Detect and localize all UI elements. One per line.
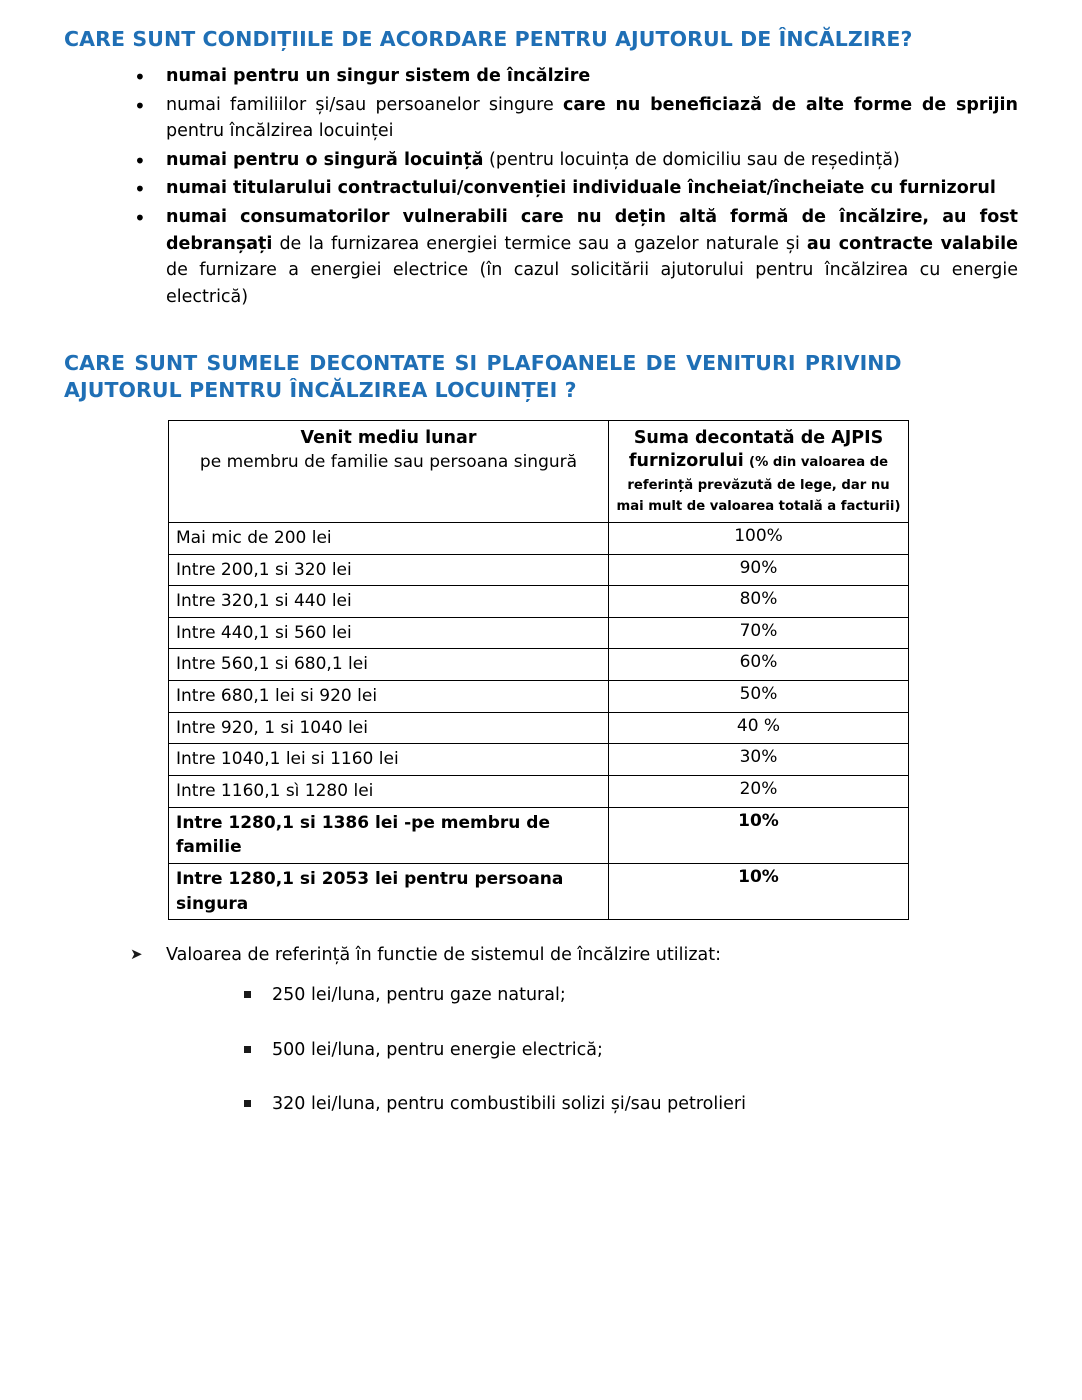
- table-row: [169, 554, 909, 586]
- condition-text-run: numai consumatorilor vulnerabili care nu dețin altă formă de încălzire, au fost debranșați: [166, 207, 1018, 254]
- income-range-cell: Intre 200,1 si 320 lei: [169, 554, 609, 586]
- condition-item: [120, 204, 1018, 310]
- condition-text-run: numai pentru o singură locuință: [166, 149, 484, 170]
- income-range-cell: Intre 320,1 si 440 lei: [169, 586, 609, 618]
- reference-value-item: 250 lei/luna, pentru gaze natural;: [236, 982, 1018, 1008]
- income-range-cell: Intre 1040,1 lei si 1160 lei: [169, 744, 609, 776]
- reference-value-item: 500 lei/luna, pentru energie electrică;: [236, 1037, 1018, 1063]
- table-row: [169, 681, 909, 713]
- table-row: [169, 863, 909, 919]
- percentage-cell: 30%: [609, 744, 909, 776]
- table-row: [169, 807, 909, 863]
- table-body: [169, 522, 909, 919]
- table-row: [169, 586, 909, 618]
- percentage-cell: 80%: [609, 586, 909, 618]
- condition-item: [120, 147, 1018, 174]
- column-header-income-line2: pe membru de familie sau persoana singură: [199, 452, 578, 473]
- condition-text-run: de furnizare a energiei electrice (în cazul solicitării ajutorului pentru încălzirea cu energie electrică): [166, 260, 1018, 307]
- reference-value-intro: ➤ Valoarea de referință în functie de sistemul de încălzire utilizat:: [120, 942, 1018, 968]
- income-thresholds-table: [168, 420, 909, 920]
- column-header-amount: [609, 421, 909, 522]
- table-row: [169, 775, 909, 807]
- section-heading-amounts: [64, 350, 1018, 404]
- condition-text-run: de la furnizarea energiei termice sau a gazelor naturale și: [272, 233, 807, 254]
- percentage-cell: 20%: [609, 775, 909, 807]
- income-range-cell: Mai mic de 200 lei: [169, 522, 609, 554]
- percentage-cell: 40 %: [609, 712, 909, 744]
- condition-text-run: numai pentru un singur sistem de încălzire: [166, 66, 591, 87]
- condition-text-run: pentru încălzirea locuinței: [166, 121, 394, 142]
- table-row: [169, 522, 909, 554]
- reference-value-list: [64, 982, 1018, 1117]
- percentage-cell: 10%: [609, 807, 909, 863]
- income-range-cell: Intre 440,1 si 560 lei: [169, 617, 609, 649]
- percentage-cell: 90%: [609, 554, 909, 586]
- table-row: [169, 617, 909, 649]
- condition-text-run: numai familiilor și/sau persoanelor singure: [166, 94, 563, 115]
- column-header-income: [169, 421, 609, 522]
- percentage-cell: 10%: [609, 863, 909, 919]
- reference-value-item: 320 lei/luna, pentru combustibili solizi și/sau petrolieri: [236, 1091, 1018, 1117]
- percentage-cell: 50%: [609, 681, 909, 713]
- percentage-cell: 70%: [609, 617, 909, 649]
- column-header-income-line1: Venit mediu lunar: [300, 428, 477, 449]
- heading-line-2: AJUTORUL PENTRU ÎNCĂLZIREA LOCUINȚEI ?: [64, 378, 577, 403]
- heading-line-1: CARE SUNT SUMELE DECONTATE SI PLAFOANELE DE VENITURI PRIVIND: [64, 351, 902, 376]
- conditions-list: [64, 63, 1018, 310]
- income-range-cell: Intre 1280,1 si 2053 lei pentru persoana singura: [169, 863, 609, 919]
- percentage-cell: 60%: [609, 649, 909, 681]
- section-heading-conditions: CARE SUNT CONDIȚIILE DE ACORDARE PENTRU AJUTORUL DE ÎNCĂLZIRE?: [64, 27, 913, 51]
- condition-item: [120, 175, 1018, 202]
- condition-text-run: (pentru locuința de domiciliu sau de reședință): [483, 149, 900, 170]
- income-range-cell: Intre 680,1 lei si 920 lei: [169, 681, 609, 713]
- income-range-cell: Intre 560,1 si 680,1 lei: [169, 649, 609, 681]
- column-header-amount-line2: furnizorului: [628, 451, 744, 472]
- condition-item: [120, 92, 1018, 145]
- income-range-cell: Intre 1280,1 si 1386 lei -pe membru de familie: [169, 807, 609, 863]
- condition-text-run: care nu beneficiază de alte forme de sprijin: [563, 94, 1018, 115]
- column-header-amount-note: (% din valoarea de referință prevăzută de lege, dar nu mai mult de valoarea totală a facturii): [616, 455, 901, 515]
- table-row: [169, 712, 909, 744]
- table-row: [169, 744, 909, 776]
- table-row: [169, 649, 909, 681]
- condition-text-run: numai titularului contractului/convenției individuale încheiat/încheiate cu furnizorul: [166, 178, 996, 199]
- condition-text-run: au contracte valabile: [806, 233, 1018, 254]
- percentage-cell: 100%: [609, 522, 909, 554]
- income-range-cell: Intre 1160,1 sì 1280 lei: [169, 775, 609, 807]
- column-header-amount-line1: Suma decontată de AJPIS: [633, 428, 884, 449]
- table-header-row: [169, 421, 909, 522]
- condition-item: [120, 63, 1018, 90]
- income-range-cell: Intre 920, 1 si 1040 lei: [169, 712, 609, 744]
